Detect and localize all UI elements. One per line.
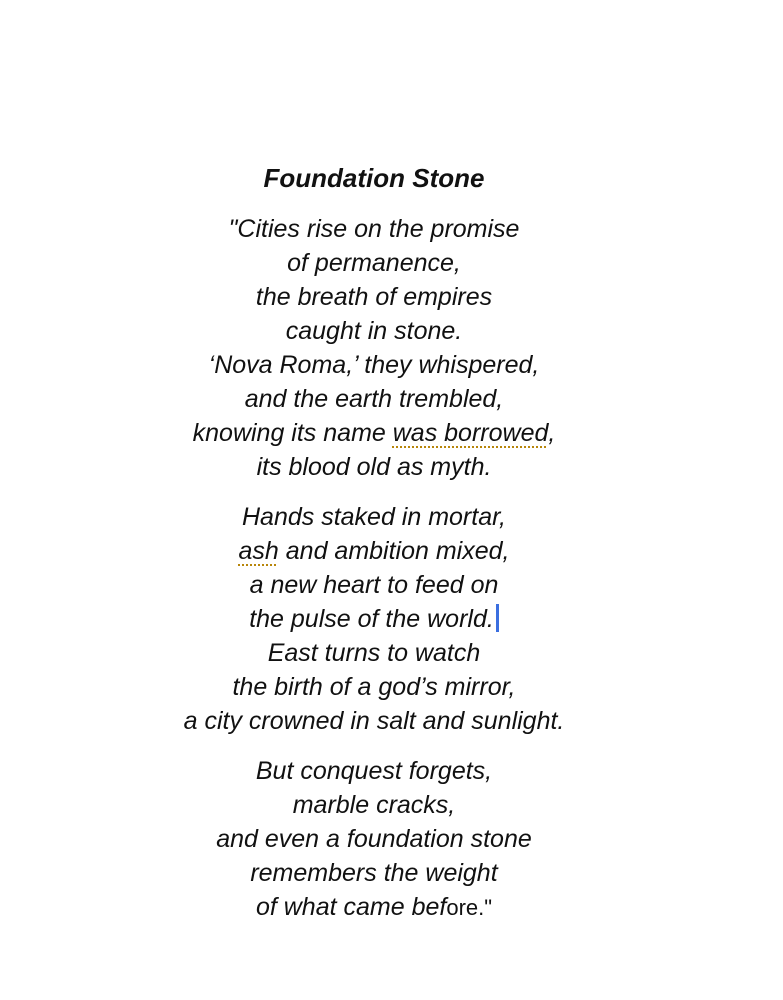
poem-title: Foundation Stone — [263, 163, 485, 193]
poem-line: "Cities rise on the promise — [228, 215, 520, 243]
poem-line — [0, 534, 748, 568]
line-segment: knowing its name — [192, 419, 393, 447]
line-segment: of what came bef — [255, 893, 447, 921]
poem-line: its blood old as myth. — [256, 453, 492, 481]
poem-line — [0, 602, 748, 636]
line-segment: the pulse of the world. — [249, 605, 494, 633]
poem-line: a new heart to feed on — [249, 571, 499, 599]
line-segment-upright: ore." — [446, 895, 493, 920]
poem-line: caught in stone. — [285, 317, 463, 345]
stanza-2 — [0, 500, 748, 738]
spellcheck-flagged-phrase[interactable]: was borrowed — [392, 419, 549, 447]
poem-line: and the earth trembled, — [244, 385, 504, 413]
text-cursor — [496, 604, 499, 632]
poem-line: ‘Nova Roma,’ they whispered, — [208, 351, 540, 379]
poem-line: the birth of a god’s mirror, — [232, 673, 516, 701]
poem-line: East turns to watch — [267, 639, 481, 667]
stanza-1 — [0, 212, 748, 484]
poem-line: Hands staked in mortar, — [241, 503, 506, 531]
spellcheck-flagged-word[interactable]: ash — [238, 537, 279, 565]
poem — [0, 160, 748, 941]
line-segment: and ambition mixed, — [278, 537, 510, 565]
poem-line: remembers the weight — [250, 859, 498, 887]
poem-line: a city crowned in salt and sunlight. — [183, 707, 565, 735]
poem-line: marble cracks, — [292, 791, 456, 819]
stanza-3 — [0, 754, 748, 925]
line-segment: , — [548, 419, 556, 447]
poem-line: of permanence, — [287, 249, 461, 277]
poem-line: and even a foundation stone — [216, 825, 532, 853]
poem-line: But conquest forgets, — [255, 757, 493, 785]
poem-line: the breath of empires — [255, 283, 493, 311]
poem-line — [0, 890, 748, 925]
poem-line — [0, 416, 748, 450]
